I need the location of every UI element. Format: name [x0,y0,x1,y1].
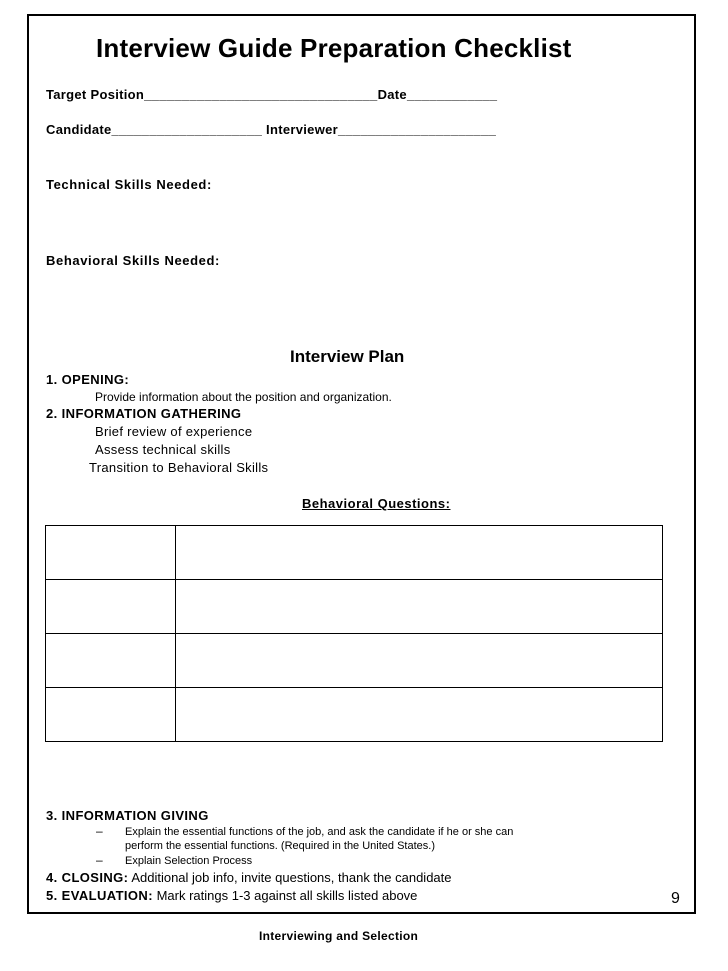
gathering-item: Transition to Behavioral Skills [89,460,269,475]
closing-heading: 4. CLOSING: [46,870,129,885]
opening-heading: 1. OPENING: [46,372,130,387]
dash-bullet: – [96,824,103,838]
evaluation-heading: 5. EVALUATION: [46,888,153,903]
information-giving-item: Explain Selection Process [125,855,253,867]
table-cell[interactable] [46,526,176,580]
table-cell[interactable] [176,634,663,688]
closing-line [46,870,452,885]
table-row [46,688,663,742]
table-row [46,634,663,688]
table-cell[interactable] [46,688,176,742]
behavioral-questions-label: Behavioral Questions: [302,496,451,511]
table-cell[interactable] [46,580,176,634]
target-position-date-field: Target Position_______________________________Date____________ [46,87,498,102]
table-row [46,526,663,580]
gathering-item: Assess technical skills [95,442,231,457]
table-cell[interactable] [176,688,663,742]
information-giving-item-continued: perform the essential functions. (Required in the United States.) [125,840,435,852]
evaluation-text: Mark ratings 1-3 against all skills listed above [156,888,418,903]
page-number: 9 [671,890,680,907]
gathering-item: Brief review of experience [95,424,253,439]
evaluation-line [46,888,417,903]
table-cell[interactable] [176,580,663,634]
candidate-interviewer-field: Candidate____________________ Interviewer_____________________ [46,122,497,137]
behavioral-skills-label: Behavioral Skills Needed: [46,253,220,268]
document-title: Interview Guide Preparation Checklist [96,33,572,63]
table-row [46,580,663,634]
behavioral-questions-table [45,525,663,742]
interview-plan-title: Interview Plan [290,347,405,366]
table-cell[interactable] [176,526,663,580]
information-giving-heading: 3. INFORMATION GIVING [46,808,209,823]
table-cell[interactable] [46,634,176,688]
footer-text: Interviewing and Selection [259,929,419,943]
opening-item: Provide information about the position and organization. [95,390,392,404]
information-giving-item: Explain the essential functions of the job, and ask the candidate if he or she can [125,826,514,838]
closing-text: Additional job info, invite questions, thank the candidate [131,870,452,885]
information-gathering-heading: 2. INFORMATION GATHERING [46,406,242,421]
technical-skills-label: Technical Skills Needed: [46,177,212,192]
dash-bullet: – [96,853,103,867]
